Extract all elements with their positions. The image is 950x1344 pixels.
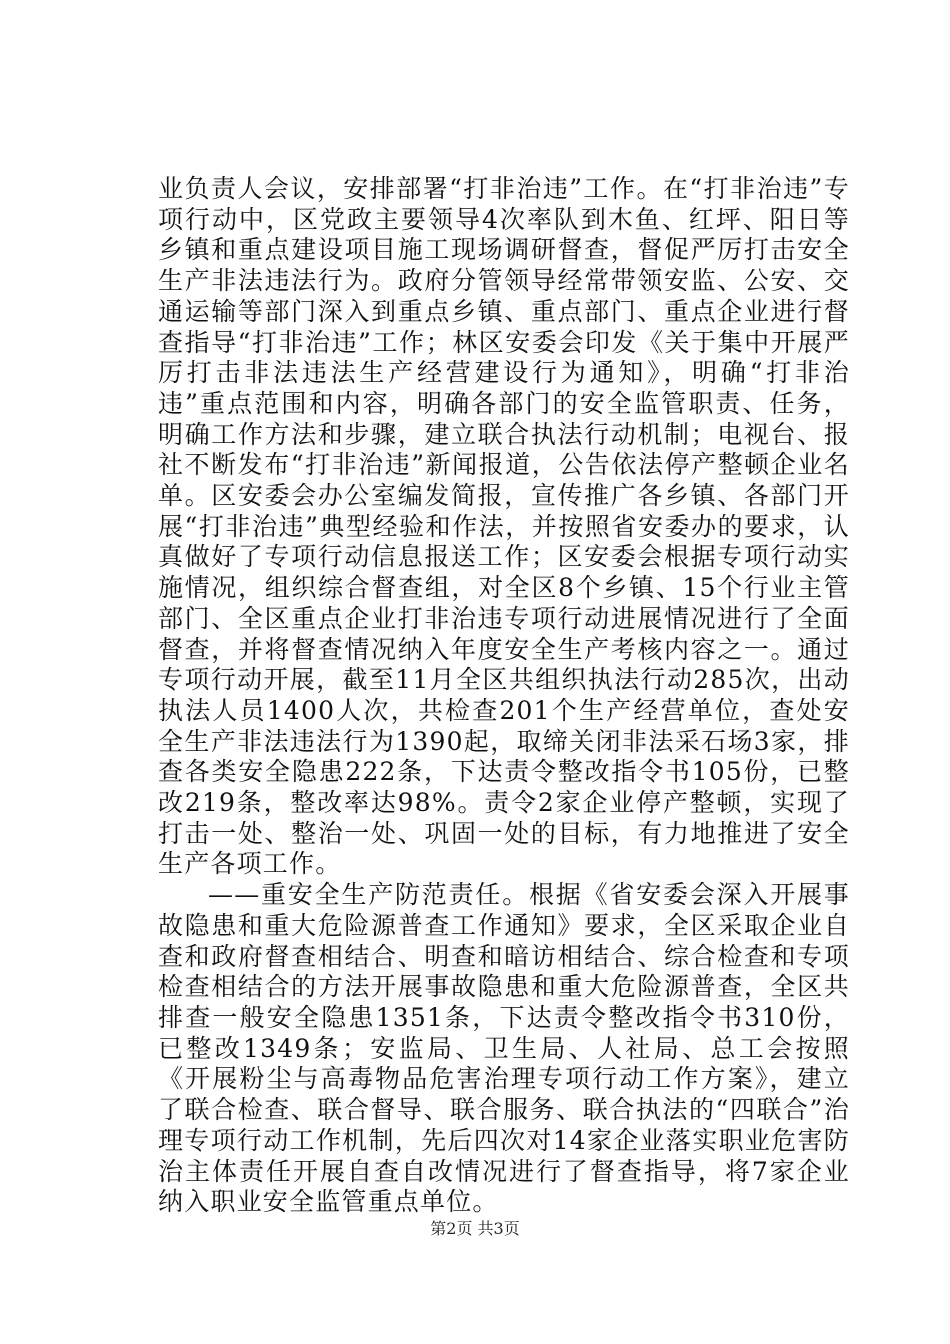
body-text xyxy=(158,174,850,1218)
paragraph: 业负责人会议，安排部署“打非治违”工作。在“打非治违”专项行动中，区党政主要领导4次率队到木鱼、红坪、阳日等乡镇和重点建设项目施工现场调研督查，督促严厉打击安全生产非法违法行为。政府分管领导经常带领安监、公安、交通运输等部门深入到重点乡镇、重点部门、重点企业进行督查指导“打非治违”工作；林区安委会印发《关于集中开展严厉打击非法违法生产经营建设行为通知》，明确“打非治违”重点范围和内容，明确各部门的安全监管职责、任务，明确工作方法和步骤，建立联合执法行动机制；电视台、报社不断发布“打非治违”新闻报道，公告依法停产整顿企业名单。区安委会办公室编发简报，宣传推广各乡镇、各部门开展“打非治违”典型经验和作法，并按照省安委办的要求，认真做好了专项行动信息报送工作；区安委会根据专项行动实施情况，组织综合督查组，对全区8个乡镇、15个行业主管部门、全区重点企业打非治违专项行动进展情况进行了全面督查，并将督查情况纳入年度安全生产考核内容之一。通过专项行动开展，截至11月全区共组织执法行动285次，出动执法人员1400人次，共检查201个生产经营单位，查处安全生产非法违法行为1390起，取缔关闭非法采石场3家，排查各类安全隐患222条，下达责令整改指令书105份，已整改219条，整改率达98%。责令2家企业停产整顿，实现了打击一处、整治一处、巩固一处的目标，有力地推进了安全生产各项工作。 xyxy=(158,174,850,879)
page-footer: 第2页 共3页 xyxy=(430,1219,520,1238)
paragraph: ——重安全生产防范责任。根据《省安委会深入开展事故隐患和重大危险源普查工作通知》要求，全区采取企业自查和政府督查相结合、明查和暗访相结合、综合检查和专项检查相结合的方法开展事故隐患和重大危险源普查，全区共排查一般安全隐患1351条，下达责令整改指令书310份，已整改1349条；安监局、卫生局、人社局、总工会按照《开展粉尘与高毒物品危害治理专项行动工作方案》，建立了联合检查、联合督导、联合服务、联合执法的“四联合”治理专项行动工作机制，先后四次对14家企业落实职业危害防治主体责任开展自查自改情况进行了督查指导，将7家企业纳入职业安全监管重点单位。 xyxy=(158,880,850,1217)
